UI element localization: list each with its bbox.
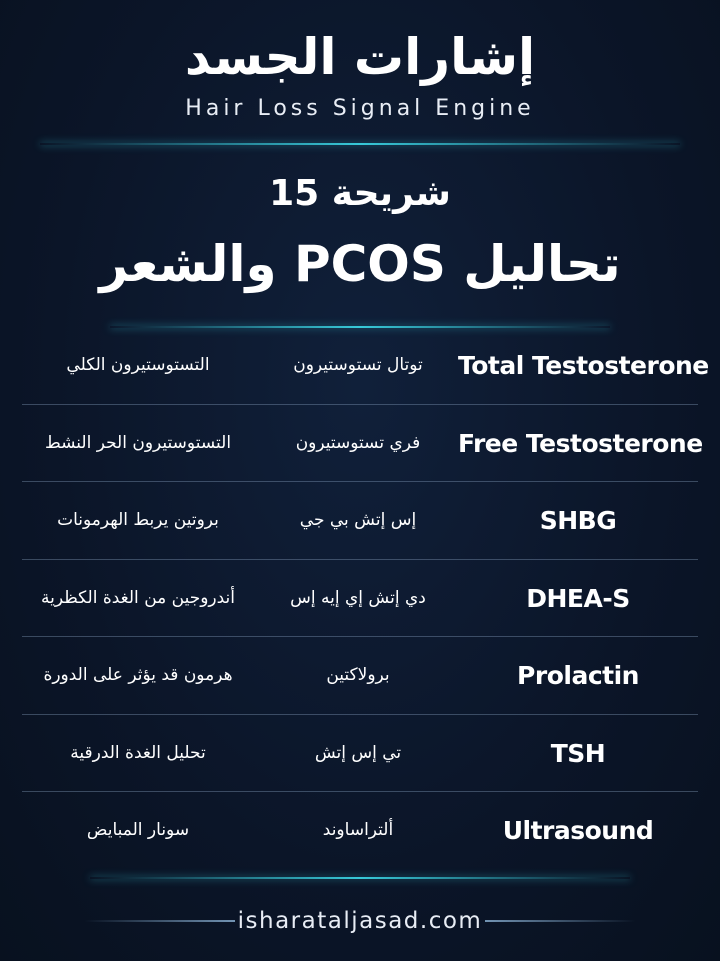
test-arabic-name: برولاكتين [326, 665, 390, 685]
table-row [22, 405, 703, 483]
test-arabic-description: التستوستيرون الحر النشط [44, 432, 232, 453]
table-row [22, 715, 698, 793]
test-english-name: Free Testosterone [458, 428, 703, 458]
brand-subtitle: Hair Loss Signal Engine [185, 96, 535, 121]
test-arabic-description: أندروجين من الغدة الكظرية [40, 587, 236, 608]
slide-label: شريحة 15 [269, 173, 451, 214]
divider-top [40, 143, 680, 145]
table-row [22, 327, 709, 405]
test-english-name: Ultrasound [502, 816, 654, 845]
test-arabic-description: تحليل الغدة الدرقية [70, 742, 206, 763]
table-row [22, 482, 698, 560]
test-arabic-name: دي إتش إي إيه إس [290, 587, 426, 608]
brand-title: إشارات الجسد [184, 28, 536, 86]
test-arabic-description: بروتين يربط الهرمونات [57, 510, 219, 530]
slide-title: تحاليل PCOS والشعر [99, 235, 621, 293]
tests-table [22, 327, 709, 870]
divider-bottom [90, 877, 630, 879]
test-arabic-description: التستوستيرون الكلي [66, 355, 210, 375]
test-english-name: DHEA-S [526, 583, 630, 613]
table-row [22, 637, 698, 715]
test-english-name: TSH [550, 738, 606, 768]
test-arabic-name: ألتراساوند [322, 820, 394, 840]
footer-line-right [485, 920, 635, 922]
table-row [22, 560, 698, 638]
test-english-name: Total Testosterone [458, 351, 709, 380]
test-arabic-name: إس إتش بي جي [299, 510, 417, 530]
test-arabic-name: فري تستوستيرون [295, 432, 421, 453]
test-arabic-name: تي إس إتش [314, 742, 402, 763]
table-row [22, 792, 698, 870]
test-arabic-description: سونار المبايض [86, 820, 190, 840]
test-arabic-name: توتال تستوستيرون [293, 355, 423, 375]
test-english-name: Prolactin [517, 661, 639, 690]
footer-url[interactable]: isharataljasad.com [237, 908, 483, 934]
test-arabic-description: هرمون قد يؤثر على الدورة [43, 665, 233, 685]
test-english-name: SHBG [539, 506, 617, 535]
